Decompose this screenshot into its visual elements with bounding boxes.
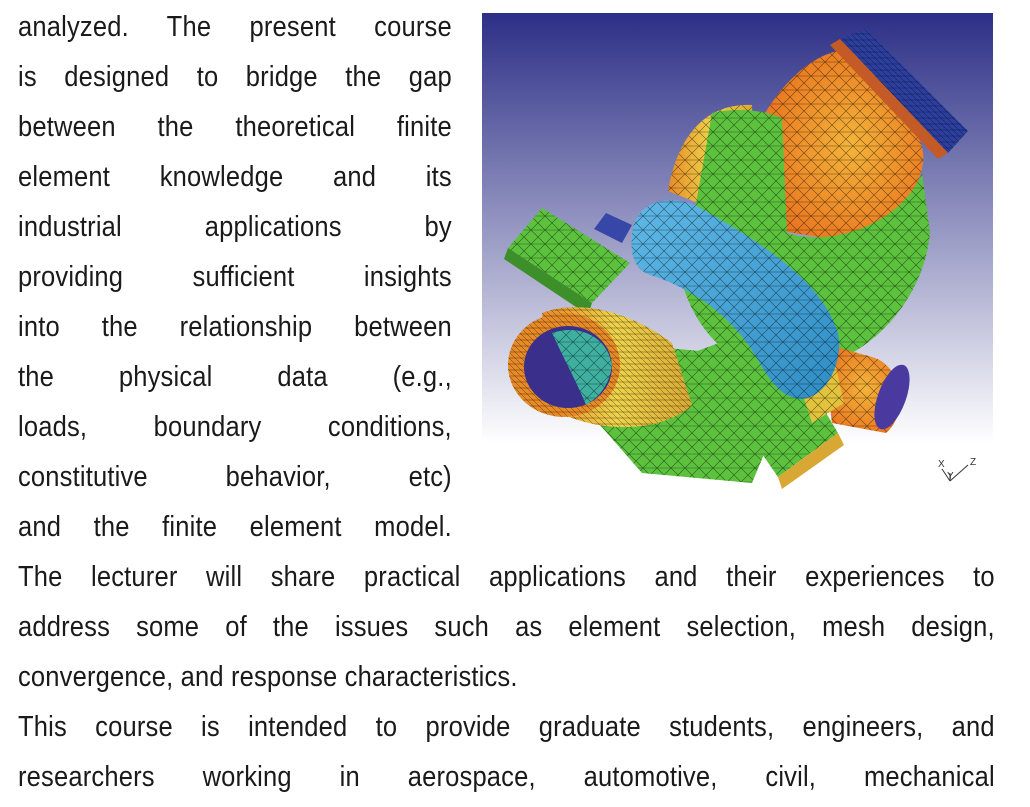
paragraph-line: This course is intended to provide graduate students, engineers, and — [18, 711, 995, 743]
paragraph-line: address some of the issues such as element selection, mesh design, — [18, 611, 995, 643]
axis-label-y: Y — [947, 471, 954, 482]
axis-label-z: Z — [970, 457, 977, 468]
paragraph-line: loads, boundary conditions, — [18, 411, 452, 443]
paragraph-line: providing sufficient insights — [18, 261, 452, 293]
paragraph-line: industrial applications by — [18, 211, 452, 243]
paragraph-line: researchers working in aerospace, automotive, civil, mechanical — [18, 761, 995, 793]
fem-mesh-figure — [482, 13, 993, 502]
paragraph-line: into the relationship between — [18, 311, 452, 343]
paragraph-line: analyzed. The present course — [18, 11, 452, 43]
axis-label-x: X — [938, 459, 945, 470]
paragraph-line: is designed to bridge the gap — [18, 61, 452, 93]
paragraph-line: element knowledge and its — [18, 161, 452, 193]
paragraph-line: convergence, and response characteristics. — [18, 661, 518, 693]
paragraph-line: The lecturer will share practical applications and their experiences to — [18, 561, 995, 593]
paragraph-line: and the finite element model. — [18, 511, 452, 543]
paragraph-line: between the theoretical finite — [18, 111, 452, 143]
paragraph-line: the physical data (e.g., — [18, 361, 452, 393]
paragraph-line: constitutive behavior, etc) — [18, 461, 452, 493]
